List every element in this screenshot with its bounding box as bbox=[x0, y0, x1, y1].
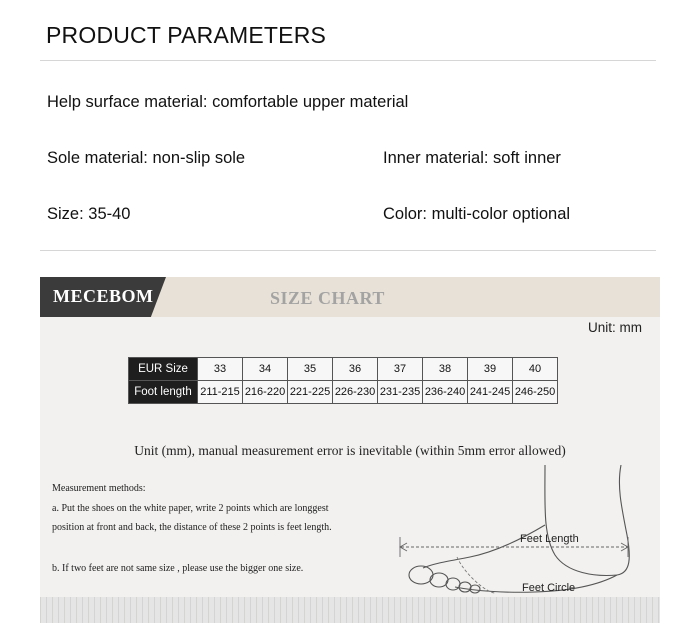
length-cell: 246-250 bbox=[513, 381, 558, 404]
row-header-eur-size: EUR Size bbox=[129, 358, 198, 381]
param-color: Color: multi-color optional bbox=[383, 205, 571, 223]
size-cell: 36 bbox=[333, 358, 378, 381]
param-sole-material: Sole material: non-slip sole bbox=[47, 149, 246, 167]
feet-circle-label: Feet Circle bbox=[522, 582, 576, 594]
size-cell: 34 bbox=[243, 358, 288, 381]
length-cell: 216-220 bbox=[243, 381, 288, 404]
length-cell: 211-215 bbox=[198, 381, 243, 404]
param-inner-material: Inner material: soft inner bbox=[383, 149, 561, 167]
table-row-lengths bbox=[129, 381, 558, 404]
table-row-sizes bbox=[129, 358, 558, 381]
size-cell: 39 bbox=[468, 358, 513, 381]
unit-label: Unit: mm bbox=[588, 320, 642, 335]
length-cell: 221-225 bbox=[288, 381, 333, 404]
size-cell: 40 bbox=[513, 358, 558, 381]
size-cell: 37 bbox=[378, 358, 423, 381]
param-size: Size: 35-40 bbox=[47, 205, 131, 223]
size-chart-panel bbox=[40, 277, 660, 623]
size-table bbox=[128, 357, 558, 404]
size-cell: 38 bbox=[423, 358, 468, 381]
brand-name: MECEBOM bbox=[53, 286, 154, 306]
divider-bottom bbox=[40, 250, 656, 251]
method-a-line1: a. Put the shoes on the white paper, write 2 points which are longgest bbox=[52, 503, 329, 514]
length-cell: 236-240 bbox=[423, 381, 468, 404]
param-upper-material: Help surface material: comfortable upper material bbox=[47, 93, 409, 111]
divider-top bbox=[40, 60, 656, 61]
ruler-strip bbox=[40, 597, 660, 623]
measurement-note: Unit (mm), manual measurement error is inevitable (within 5mm error allowed) bbox=[134, 443, 566, 458]
length-cell: 226-230 bbox=[333, 381, 378, 404]
length-cell: 231-235 bbox=[378, 381, 423, 404]
method-b: b. If two feet are not same size , please use the bigger one size. bbox=[52, 563, 304, 574]
size-cell: 33 bbox=[198, 358, 243, 381]
methods-title: Measurement methods: bbox=[52, 483, 146, 494]
page-title: PRODUCT PARAMETERS bbox=[46, 22, 327, 48]
method-a-line2: position at front and back, the distance of these 2 points is feet length. bbox=[52, 522, 332, 533]
feet-length-label: Feet Length bbox=[520, 533, 579, 545]
size-chart-heading: SIZE CHART bbox=[270, 288, 385, 308]
row-header-foot-length: Foot length bbox=[129, 381, 198, 404]
length-cell: 241-245 bbox=[468, 381, 513, 404]
size-cell: 35 bbox=[288, 358, 333, 381]
